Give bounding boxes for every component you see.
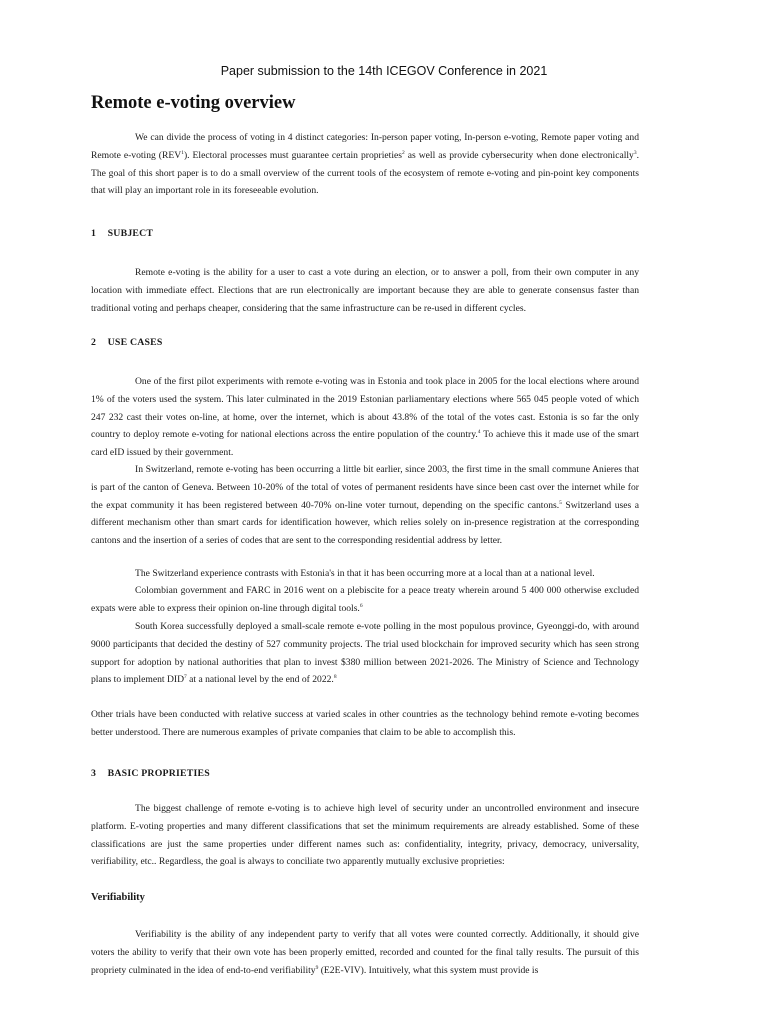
paper-title: Remote e-voting overview [91, 93, 296, 113]
estonia-text-a: One of the first pilot experiments with remote e-voting was in Estonia and took place in 2005 for the local elections where around 1% of the voters used the system. This later culminated in the 2019 Estonian parliamentary elections where 565 045 people voted of which 247 232 cast their votes on-line, at home, over the internet, which is about 43.8% of the total of the votes cast. Estonia is so far the only country to deploy remote e-voting for national elections across the entire population of the country. [91, 376, 639, 441]
estonia-text-b: To achieve this it made use of the smart card eID issued by their government. [91, 429, 639, 459]
section-title: USE CASES [107, 337, 163, 348]
contrast-paragraph: The Switzerland experience contrasts with Estonia's in that it has been occurring more at a local than at a national level. [135, 568, 595, 579]
intro-text-b: ). Electoral processes must guarantee certain proprieties [183, 149, 402, 161]
footnote-ref: 6 [359, 602, 363, 609]
south-korea-text-b: at a national level by the end of 2022. [186, 674, 334, 686]
verifiability-paragraph [91, 926, 639, 979]
verifiability-text-b: (E2E-VIV). Intuitively, what this system must provide is [318, 964, 539, 976]
colombia-paragraph [91, 582, 639, 618]
south-korea-text-a: South Korea successfully deployed a small-scale remote e-vote polling in the most populous province, Gyeonggi-do, with around 9000 participants that decided the destiny of 527 community projects. The trial used blockchain for improved security which has seen strong support for adoption by national authorities that plan to invest $380 million between 2021-2026. The Ministry of Science and Technology plans to implement DID [91, 621, 639, 686]
section-heading-subject [91, 228, 153, 239]
challenge-paragraph: The biggest challenge of remote e-voting is to achieve high level of security under an uncontrolled environment and insecure platform. E-voting properties and many different classifications that set the minimum requirements are already established. Some of these classifications are just the same properties under different names such as: confidentiality, integrity, privacy, democracy, universality, verifiability, etc.. Regardless, the goal is always to conciliate two apparently mutually exclusive proprieties: [91, 803, 639, 868]
footnote-ref: 7 [184, 674, 187, 681]
footnote-ref: 8 [333, 674, 337, 681]
section-title: SUBJECT [107, 228, 154, 239]
section-number: 2 [91, 337, 97, 348]
footnote-ref: 4 [477, 429, 481, 436]
subsection-heading-verifiability: Verifiability [91, 892, 145, 903]
intro-text-d: . The goal of this short paper is to do a small overview of the current tools of the ecosystem of remote e-voting and pin-point key components that will play an important role in its foreseeable evolution. [91, 149, 640, 197]
footnote-ref: 1 [181, 149, 184, 156]
switzerland-paragraph [91, 461, 639, 550]
footnote-ref: 9 [315, 964, 319, 971]
other-trials-paragraph: Other trials have been conducted with relative success at varied scales in other countries as the technology behind remote e-voting becomes better understood. There are numerous examples of private companies that claim to be able to accomplish this. [91, 709, 639, 738]
section-title: BASIC PROPRIETIES [107, 768, 210, 779]
section-number: 1 [91, 228, 97, 239]
section-number: 3 [91, 768, 97, 779]
section-heading-basic-proprieties [91, 768, 210, 779]
intro-text-a: We can divide the process of voting in 4 distinct categories: In-person paper voting, In-person e-voting, Remote paper voting and Remote e-voting (REV [91, 132, 639, 161]
footnote-ref: 5 [559, 499, 562, 506]
switzerland-text-a: In Switzerland, remote e-voting has been occurring a little bit earlier, since 2003, the first time in the small commune Anieres that is part of the canton of Geneva. Between 10-20% of the total of votes of permanent residents have since been cast over the internet while for the expat community it has been registered between 40-70% on-line voter turnout, depending on the specific cantons. [91, 464, 639, 511]
colombia-text: Colombian government and FARC in 2016 went on a plebiscite for a peace treaty wherein around 5 400 000 otherwise excluded expats were able to express their opinion on-line through digital tools. [91, 585, 639, 614]
running-header: Paper submission to the 14th ICEGOV Conference in 2021 [220, 64, 548, 78]
intro-text-c: as well as provide cybersecurity when done electronically [404, 149, 634, 161]
footnote-ref: 2 [402, 149, 405, 156]
verifiability-text-a: Verifiability is the ability of any independent party to verify that all votes were counted correctly. Additionally, it should give voters the ability to verify that their own vote has been properly emitted, recorded and counted for the final tally results. The pursuit of this propriety culminated in the idea of end-to-end verifiability [91, 929, 639, 976]
switzerland-text-b: Switzerland uses a different mechanism other than smart cards for identification however, which relies solely on in-presence registration at the corresponding cantons and the insertion of a series of codes that are sent to the corresponding residential address by letter. [91, 499, 639, 547]
subject-paragraph: Remote e-voting is the ability for a user to cast a vote during an election, or to answer a poll, from their own computer in any location with immediate effect. Elections that are run electronically are important because they are able to generate consensus faster than traditional voting and perhaps cheaper, considering that the same infrastructure can be re-used in different cycles. [91, 267, 639, 314]
footnote-ref: 3 [633, 149, 637, 156]
estonia-paragraph [91, 373, 639, 462]
section-heading-use-cases [91, 337, 163, 348]
south-korea-paragraph [91, 618, 639, 689]
intro-paragraph [91, 129, 639, 200]
